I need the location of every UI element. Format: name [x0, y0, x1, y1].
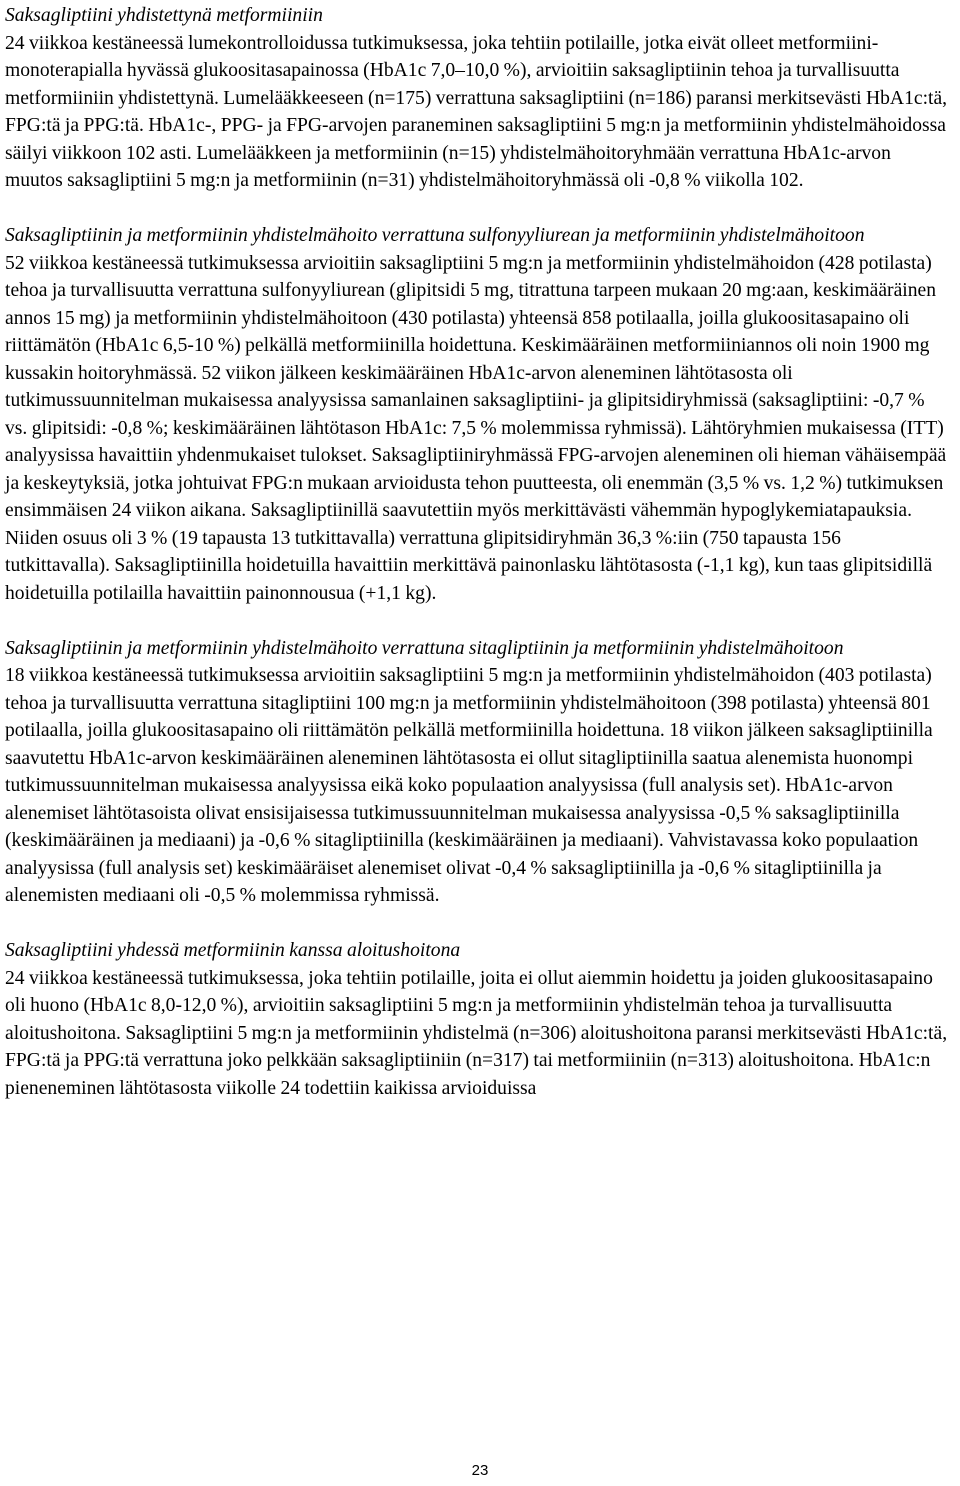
- section-heading: Saksagliptiini yhdessä metformiinin kanssa aloitushoitona: [5, 940, 461, 961]
- page-number: 23: [471, 1462, 489, 1479]
- section-vs-sitagliptin: [5, 635, 950, 910]
- section-heading: Saksagliptiinin ja metformiinin yhdistelmähoito verrattuna sulfonyyliurean ja metformiinin yhdistelmähoitoon: [5, 225, 865, 246]
- section-saxagliptin-with-metformin: [5, 2, 950, 195]
- document-page: [5, 2, 950, 1102]
- section-initial-therapy: [5, 937, 950, 1102]
- section-body: 18 viikkoa kestäneessä tutkimuksessa arvioitiin saksagliptiini 5 mg:n ja metformiinin yhdistelmähoidon (403 potilasta) tehoa ja turvallisuutta verrattuna sitagliptiini 100 mg:n ja metformiinin yhdistelmähoitoon (398 potilasta) yhteensä 801 potilaalla, joilla glukoositasapaino oli riittämätön pelkällä metformiinilla hoidettuna. 18 viikon jälkeen saksagliptiinilla saavutettu HbA1c-arvon keskimääräinen aleneminen lähtötasosta ei ollut sitagliptiinilla saatua alenemista huonompi tutkimussuunnitelman mukaisessa analyysissa eikä koko populaation analyysissa (full analysis set). HbA1c-arvon alenemiset lähtötasoista olivat ensisijaisessa tutkimussuunnitelman mukaisessa analyysissa -0,5 % saksagliptiinilla (keskimääräinen ja mediaani) ja -0,6 % sitagliptiinilla (keskimääräinen ja mediaani). Vahvistavassa koko populaation analyysissa (full analysis set) keskimääräiset alenemiset olivat -0,4 % saksagliptiinilla ja -0,6 % sitagliptiinilla ja alenemisten mediaani oli -0,5 % molemmissa ryhmissä.: [5, 665, 933, 906]
- section-body: 24 viikkoa kestäneessä lumekontrolloidussa tutkimuksessa, joka tehtiin potilaille, jotka eivät olleet metformiini-monoterapialla hyvässä glukoositasapainossa (HbA1c 7,0–10,0 %), arvioitiin saksagliptiinin tehoa ja turvallisuutta metformiiniin yhdistettynä. Lumelääkkeeseen (n=175) verrattuna saksagliptiini (n=186) paransi merkitsevästi HbA1c:tä, FPG:tä ja PPG:tä. HbA1c-, PPG- ja FPG-arvojen paraneminen saksagliptiini 5 mg:n ja metformiinin yhdistelmähoidossa säilyi viikkoon 102 asti. Lumelääkkeen ja metformiinin (n=15) yhdistelmähoitoryhmään verrattuna HbA1c-arvon muutos saksagliptiini 5 mg:n ja metformiinin (n=31) yhdistelmähoitoryhmässä oli -0,8 % viikolla 102.: [5, 32, 948, 191]
- section-body: 52 viikkoa kestäneessä tutkimuksessa arvioitiin saksagliptiini 5 mg:n ja metformiinin yhdistelmähoidon (428 potilasta) tehoa ja turvallisuutta verrattuna sulfonyyliurean (glipitsidi 5 mg, titrattuna tarpeen mukaan 20 mg:aan, keskimääräinen annos 15 mg) ja metformiinin yhdistelmähoitoon (430 potilasta) yhteensä 858 potilaalla, joilla glukoositasapaino oli riittämätön (HbA1c 6,5-10 %) pelkällä metformiinilla hoidettuna. Keskimääräinen metformiiniannos oli noin 1900 mg kussakin hoitoryhmässä. 52 viikon jälkeen keskimääräinen HbA1c-arvon aleneminen lähtötasosta oli tutkimussuunnitelman mukaisessa analyysissa samanlainen saksagliptiini- ja glipitsidiryhmissä (saksagliptiini: -0,7 % vs. glipitsidi: -0,8 %; keskimääräinen lähtötason HbA1c: 7,5 % molemmissa ryhmissä). Lähtöryhmien mukaisessa (ITT) analyysissa havaittiin yhdenmukaiset tulokset. Saksagliptiiniryhmässä FPG-arvojen aleneminen oli hieman vähäisempää ja keskeytyksiä, jotka johtuivat FPG:n mukaan arvioidusta tehon puutteesta, oli enemmän (3,5 % vs. 1,2 %) tutkimuksen ensimmäisen 24 viikon aikana. Saksagliptiinillä saavutettiin myös merkittävästi vähemmän hypoglykemiatapauksia. Niiden osuus oli 3 % (19 tapausta 13 tutkittavalla) verrattuna glipitsidiryhmän 36,3 %:iin (750 tapausta 156 tutkittavalla). Saksagliptiinilla hoidetuilla havaittiin merkittävä painonlasku lähtötasosta (-1,1 kg), kun taas glipitsidillä hoidetuilla potilailla havaittiin painonnousua (+1,1 kg).: [5, 252, 947, 604]
- section-vs-sulfonylurea: [5, 222, 950, 607]
- section-heading: Saksagliptiini yhdistettynä metformiiniin: [5, 5, 323, 26]
- section-body: 24 viikkoa kestäneessä tutkimuksessa, joka tehtiin potilaille, joita ei ollut aiemmin hoidettu ja joiden glukoositasapaino oli huono (HbA1c 8,0-12,0 %), arvioitiin saksagliptiini 5 mg:n ja metformiinin yhdistelmän tehoa ja turvallisuutta aloitushoitona. Saksagliptiini 5 mg:n ja metformiinin yhdistelmä (n=306) aloitushoitona paransi merkitsevästi HbA1c:tä, FPG:tä ja PPG:tä verrattuna joko pelkkään saksagliptiiniin (n=317) tai metformiiniin (n=313) aloitushoitona. HbA1c:n pieneneminen lähtötasosta viikolle 24 todettiin kaikissa arvioiduissa: [5, 967, 948, 1099]
- section-heading: Saksagliptiinin ja metformiinin yhdistelmähoito verrattuna sitagliptiinin ja metformiinin yhdistelmähoitoon: [5, 637, 844, 659]
